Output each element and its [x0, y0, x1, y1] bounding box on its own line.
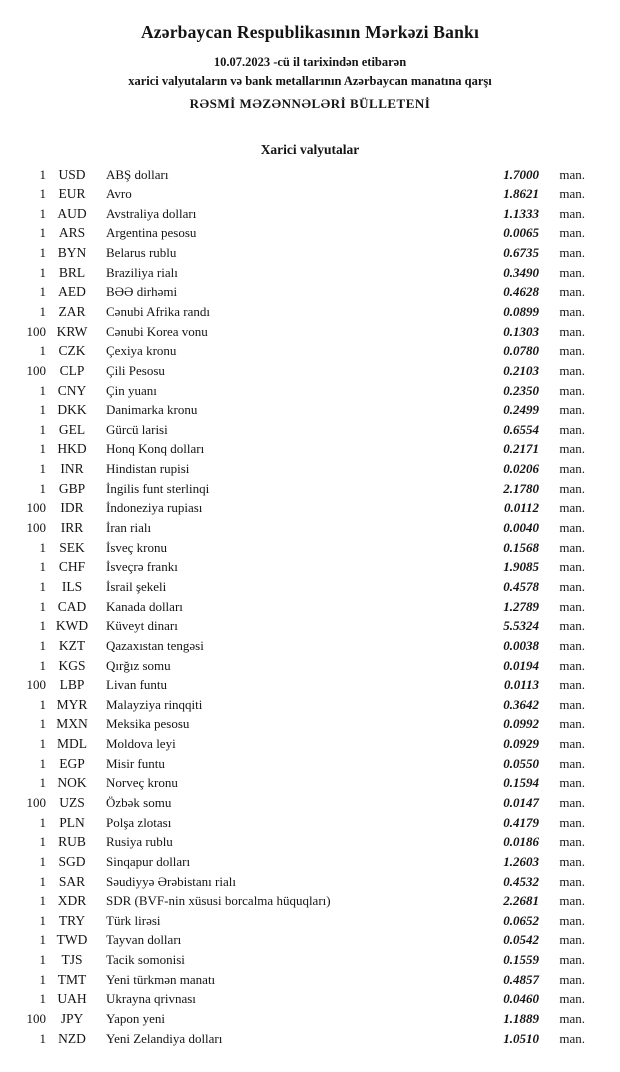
- rate-qty: 1: [39, 912, 46, 928]
- rate-row: [18, 734, 585, 754]
- rate-code: GBP: [58, 480, 86, 496]
- rate-row: [18, 263, 585, 283]
- rate-row: [18, 695, 585, 715]
- rate-code: MYR: [56, 696, 88, 712]
- rate-qty: 1: [39, 559, 46, 575]
- rate-name: Danimarka kronu: [106, 402, 198, 418]
- rate-code: PLN: [59, 814, 85, 830]
- rate-value: 0.0147: [503, 795, 539, 810]
- rate-name: Qazaxıstan tengəsi: [106, 637, 204, 653]
- rate-row: [18, 714, 585, 734]
- rate-name: Səudiyyə Ərəbistanı rialı: [106, 873, 236, 889]
- rate-qty: 1: [39, 971, 46, 987]
- rate-value: 0.4628: [503, 284, 539, 300]
- rate-unit: man.: [559, 932, 585, 948]
- rate-code: IDR: [60, 500, 84, 516]
- rate-qty: 1: [39, 480, 46, 496]
- rate-qty: 1: [39, 284, 46, 300]
- rate-row: [18, 381, 585, 401]
- rate-unit: man.: [559, 637, 585, 653]
- rate-name: Avstraliya dolları: [106, 205, 197, 221]
- rate-name: Cənubi Afrika randı: [106, 303, 210, 319]
- rate-unit: man.: [559, 657, 585, 673]
- rate-code: TWD: [56, 932, 88, 948]
- rate-name: SDR (BVF-nin xüsusi borcalma hüquqları): [106, 893, 331, 909]
- rate-qty: 1: [39, 873, 46, 889]
- rate-name: İndoneziya rupiası: [106, 500, 203, 516]
- rate-value: 0.0112: [503, 500, 539, 516]
- rate-value: 1.2603: [503, 853, 539, 869]
- rate-qty: 1: [39, 716, 46, 732]
- rate-row: [18, 773, 585, 793]
- rate-unit: man.: [559, 245, 585, 261]
- rate-unit: man.: [559, 441, 585, 457]
- rate-unit: man.: [559, 716, 585, 732]
- rate-value: 0.3642: [503, 696, 539, 712]
- rate-value: 0.0113: [503, 677, 539, 693]
- rate-value: 2.2681: [503, 893, 539, 909]
- rate-value: 0.0194: [503, 657, 539, 673]
- rate-unit: man.: [559, 598, 585, 614]
- rate-qty: 1: [39, 402, 46, 418]
- rate-row: [18, 597, 585, 617]
- rate-name: Livan funtu: [106, 677, 168, 693]
- rate-unit: man.: [559, 461, 585, 477]
- rate-name: Özbək somu: [106, 795, 172, 810]
- rate-name: Kanada dolları: [106, 598, 183, 614]
- rate-name: Argentina pesosu: [106, 225, 197, 241]
- rate-value: 0.2103: [503, 362, 539, 378]
- rate-code: INR: [60, 461, 84, 477]
- rate-unit: man.: [559, 559, 585, 575]
- rate-qty: 1: [39, 657, 46, 673]
- rate-value: 1.2789: [503, 598, 539, 614]
- rate-row: [18, 852, 585, 872]
- rate-unit: man.: [559, 284, 585, 300]
- rate-code: SEK: [59, 539, 85, 555]
- rate-code: SAR: [58, 873, 86, 889]
- rate-name: Moldova leyi: [106, 736, 176, 752]
- rate-qty: 100: [26, 1011, 46, 1027]
- rate-name: İsveç kronu: [106, 539, 168, 555]
- rate-name: Misir funtu: [106, 755, 165, 771]
- rate-unit: man.: [559, 971, 585, 987]
- rate-qty: 1: [39, 598, 46, 614]
- rate-unit: man.: [559, 775, 585, 791]
- rate-value: 1.1889: [503, 1011, 539, 1027]
- rate-value: 1.8621: [503, 186, 539, 202]
- rate-code: UAH: [57, 991, 87, 1007]
- rate-name: Gürcü larisi: [106, 421, 168, 437]
- rate-qty: 1: [39, 166, 46, 182]
- rate-unit: man.: [559, 755, 585, 771]
- rate-name: İngilis funt sterlinqi: [106, 480, 210, 496]
- rate-row: [18, 165, 585, 185]
- rate-row: [18, 832, 585, 852]
- rate-value: 1.0510: [503, 1030, 539, 1046]
- rate-code: USD: [58, 166, 86, 182]
- rate-qty: 1: [39, 1030, 46, 1046]
- bulletin-title: RƏSMİ MƏZƏNNƏLƏRİ BÜLLETENİ: [189, 95, 431, 111]
- rate-qty: 100: [26, 362, 46, 378]
- rate-code: TRY: [58, 912, 86, 928]
- rate-name: Sinqapur dolları: [106, 853, 191, 869]
- rate-unit: man.: [559, 912, 585, 928]
- rate-code: GEL: [58, 421, 86, 437]
- rate-code: NZD: [58, 1030, 86, 1046]
- rate-code: AED: [58, 284, 86, 300]
- rate-row: [18, 341, 585, 361]
- rate-code: ILS: [61, 578, 83, 594]
- rate-qty: 1: [39, 736, 46, 752]
- rate-qty: 1: [39, 775, 46, 791]
- rate-row: [18, 322, 585, 342]
- effective-date-line: 10.07.2023 -cü il tarixindən etibarən: [213, 55, 407, 69]
- rate-name: Çin yuanı: [106, 382, 157, 398]
- rate-unit: man.: [559, 421, 585, 437]
- rate-name: ABŞ dolları: [106, 166, 169, 182]
- rate-unit: man.: [559, 520, 585, 536]
- rate-row: [18, 754, 585, 774]
- rate-unit: man.: [559, 500, 585, 516]
- rate-qty: 1: [39, 441, 46, 457]
- rate-code: LBP: [59, 677, 85, 693]
- rate-unit: man.: [559, 834, 585, 850]
- rate-unit: man.: [559, 1011, 585, 1027]
- rate-row: [18, 518, 585, 538]
- rate-name: Malayziya rinqqiti: [106, 696, 203, 712]
- rate-row: [18, 557, 585, 577]
- rate-code: XDR: [57, 893, 87, 909]
- rate-value: 0.0206: [503, 461, 539, 477]
- scope-line: xarici valyutaların və bank metallarının Azərbaycan manatına qarşı: [128, 73, 492, 88]
- rate-name: Cənubi Korea vonu: [106, 323, 208, 339]
- rate-unit: man.: [559, 343, 585, 359]
- rate-unit: man.: [559, 205, 585, 221]
- rate-row: [18, 223, 585, 243]
- rate-unit: man.: [559, 225, 585, 241]
- rate-name: Avro: [106, 186, 132, 202]
- rate-qty: 1: [39, 755, 46, 771]
- rate-qty: 1: [39, 461, 46, 477]
- rate-row: [18, 400, 585, 420]
- rate-unit: man.: [559, 991, 585, 1007]
- rate-value: 0.6735: [503, 245, 539, 261]
- rate-unit: man.: [559, 323, 585, 339]
- rate-name: Türk lirəsi: [106, 912, 161, 928]
- rate-unit: man.: [559, 814, 585, 830]
- rate-value: 0.0186: [503, 834, 539, 850]
- rate-value: 2.1780: [503, 480, 539, 496]
- rate-value: 0.0550: [503, 755, 539, 771]
- rate-code: DKK: [57, 402, 87, 418]
- rate-value: 0.1559: [503, 952, 539, 968]
- rate-code: KWD: [55, 618, 89, 634]
- rate-unit: man.: [559, 382, 585, 398]
- rate-row: [18, 538, 585, 558]
- rate-value: 0.0780: [503, 343, 539, 359]
- rate-value: 1.9085: [503, 559, 539, 575]
- rate-unit: man.: [559, 166, 585, 182]
- rate-code: TJS: [61, 952, 83, 968]
- rate-row: [18, 204, 585, 224]
- rate-value: 1.1333: [503, 205, 539, 221]
- rate-row: [18, 813, 585, 833]
- rate-code: AUD: [57, 205, 87, 221]
- rate-name: Yeni Zelandiya dolları: [106, 1030, 223, 1046]
- rate-code: NOK: [57, 775, 87, 791]
- rate-code: HKD: [57, 441, 87, 457]
- rate-code: MDL: [57, 736, 87, 752]
- rate-qty: 1: [39, 578, 46, 594]
- rate-unit: man.: [559, 303, 585, 319]
- rate-code: EGP: [59, 755, 85, 771]
- rate-value: 0.4857: [503, 971, 539, 987]
- rate-name: Ukrayna qrivnası: [106, 991, 196, 1007]
- rate-value: 0.0040: [503, 520, 539, 536]
- bank-title: Azərbaycan Respublikasının Mərkəzi Bankı: [140, 22, 480, 42]
- rate-code: CLP: [59, 362, 85, 378]
- rate-value: 0.3490: [503, 264, 539, 280]
- rate-value: 5.5324: [503, 618, 539, 634]
- rate-qty: 1: [39, 834, 46, 850]
- rate-value: 0.0899: [503, 303, 539, 319]
- rate-row: [18, 302, 585, 322]
- rate-qty: 1: [39, 539, 46, 555]
- rate-name: İsrail şekeli: [106, 578, 167, 594]
- rate-name: Tayvan dolları: [106, 932, 182, 948]
- rate-name: Tacik somonisi: [106, 952, 185, 968]
- rate-name: Belarus rublu: [106, 245, 177, 261]
- rate-value: 0.0038: [503, 637, 539, 653]
- rate-qty: 1: [39, 814, 46, 830]
- rate-qty: 1: [39, 225, 46, 241]
- rate-value: 0.1568: [503, 539, 539, 555]
- rate-qty: 100: [26, 500, 46, 516]
- rate-name: Çexiya kronu: [106, 343, 177, 359]
- rate-value: 0.4179: [503, 814, 539, 830]
- rate-unit: man.: [559, 952, 585, 968]
- rate-qty: 1: [39, 421, 46, 437]
- rate-row: [18, 616, 585, 636]
- rate-value: 0.1594: [503, 775, 539, 791]
- rate-code: KZT: [58, 637, 86, 653]
- rate-qty: 1: [39, 245, 46, 261]
- rate-row: [18, 636, 585, 656]
- rate-row: [18, 656, 585, 676]
- rate-unit: man.: [559, 795, 585, 810]
- rate-qty: 1: [39, 618, 46, 634]
- rate-name: Yapon yeni: [106, 1011, 165, 1027]
- section-title-foreign-currencies: Xarici valyutalar: [260, 141, 360, 157]
- rate-qty: 100: [26, 323, 46, 339]
- rate-row: [18, 675, 585, 695]
- rate-code: CAD: [57, 598, 87, 614]
- rate-value: 0.0992: [503, 716, 539, 732]
- rate-qty: 1: [39, 205, 46, 221]
- rate-row: [18, 420, 585, 440]
- rate-row: [18, 891, 585, 911]
- rate-name: Braziliya rialı: [106, 264, 178, 280]
- rate-row: [18, 282, 585, 302]
- rate-code: TMT: [57, 971, 87, 987]
- rate-unit: man.: [559, 480, 585, 496]
- rate-unit: man.: [559, 893, 585, 909]
- rate-name: Çili Pesosu: [106, 362, 165, 378]
- rate-row: [18, 361, 585, 381]
- rate-value: 0.2499: [503, 402, 539, 418]
- rate-value: 0.0652: [503, 912, 539, 928]
- rate-qty: 100: [26, 677, 46, 693]
- rate-code: MXN: [56, 716, 88, 732]
- rate-code: ARS: [58, 225, 86, 241]
- rate-unit: man.: [559, 186, 585, 202]
- rate-code: EUR: [58, 186, 86, 202]
- rate-unit: man.: [559, 264, 585, 280]
- rate-name: İsveçrə frankı: [106, 559, 178, 575]
- rate-value: 0.4578: [503, 578, 539, 594]
- rate-row: [18, 793, 585, 813]
- rate-qty: 1: [39, 932, 46, 948]
- rate-qty: 1: [39, 343, 46, 359]
- rate-code: CHF: [58, 559, 86, 575]
- rate-value: 0.0065: [503, 225, 539, 241]
- rate-value: 0.4532: [503, 873, 539, 889]
- rate-qty: 1: [39, 991, 46, 1007]
- rate-qty: 100: [26, 795, 46, 810]
- rate-row: [18, 911, 585, 931]
- rate-code: KGS: [58, 657, 86, 673]
- rate-value: 0.6554: [503, 421, 539, 437]
- rate-unit: man.: [559, 402, 585, 418]
- rate-name: Honq Konq dolları: [106, 441, 205, 457]
- rate-qty: 1: [39, 853, 46, 869]
- rate-qty: 1: [39, 637, 46, 653]
- rate-qty: 1: [39, 893, 46, 909]
- rate-qty: 1: [39, 186, 46, 202]
- rate-code: SGD: [58, 853, 86, 869]
- rate-qty: 1: [39, 303, 46, 319]
- rate-code: RUB: [58, 834, 86, 850]
- rate-unit: man.: [559, 618, 585, 634]
- rate-row: [18, 459, 585, 479]
- rate-name: Meksika pesosu: [106, 716, 190, 732]
- rate-qty: 1: [39, 382, 46, 398]
- rate-name: Norveç kronu: [106, 775, 178, 791]
- rate-unit: man.: [559, 1030, 585, 1046]
- rate-row: [18, 243, 585, 263]
- rate-name: BƏƏ dirhəmi: [106, 284, 178, 300]
- rate-value: 1.7000: [503, 166, 539, 182]
- rate-qty: 1: [39, 696, 46, 712]
- rate-row: [18, 439, 585, 459]
- rate-name: Polşa zlotası: [106, 814, 172, 830]
- rate-row: [18, 1009, 585, 1029]
- rate-code: JPY: [60, 1011, 84, 1027]
- rate-row: [18, 1029, 585, 1049]
- document-header: [0, 22, 620, 112]
- rate-row: [18, 577, 585, 597]
- rate-qty: 1: [39, 264, 46, 280]
- rate-qty: 1: [39, 952, 46, 968]
- rate-code: UZS: [59, 795, 85, 810]
- rate-row: [18, 950, 585, 970]
- rate-name: Hindistan rupisi: [106, 461, 190, 477]
- rate-row: [18, 872, 585, 892]
- rate-row: [18, 930, 585, 950]
- rate-value: 0.0929: [503, 736, 539, 752]
- rate-name: Rusiya rublu: [106, 834, 173, 850]
- rate-value: 0.2171: [503, 441, 539, 457]
- rate-row: [18, 970, 585, 990]
- rate-unit: man.: [559, 736, 585, 752]
- rate-unit: man.: [559, 578, 585, 594]
- rate-code: BRL: [58, 264, 86, 280]
- rate-code: IRR: [60, 520, 84, 536]
- rate-unit: man.: [559, 539, 585, 555]
- rate-value: 0.1303: [503, 323, 539, 339]
- rate-name: Küveyt dinarı: [106, 618, 178, 634]
- rate-value: 0.2350: [503, 382, 539, 398]
- rate-unit: man.: [559, 696, 585, 712]
- rate-code: CZK: [58, 343, 86, 359]
- rate-row: [18, 184, 585, 204]
- rate-unit: man.: [559, 677, 585, 693]
- rate-name: İran rialı: [106, 520, 152, 536]
- rate-row: [18, 479, 585, 499]
- rate-unit: man.: [559, 362, 585, 378]
- rate-value: 0.0460: [503, 991, 539, 1007]
- rate-value: 0.0542: [503, 932, 539, 948]
- rate-code: KRW: [56, 323, 88, 339]
- rate-unit: man.: [559, 873, 585, 889]
- rate-row: [18, 498, 585, 518]
- rate-name: Yeni türkmən manatı: [106, 971, 216, 987]
- rate-code: ZAR: [58, 303, 86, 319]
- rate-row: [18, 989, 585, 1009]
- rate-code: CNY: [57, 382, 87, 398]
- rate-qty: 100: [26, 520, 46, 536]
- rate-name: Qırğız somu: [106, 657, 171, 673]
- rate-code: BYN: [57, 245, 87, 261]
- rates-table: [0, 165, 620, 1049]
- rate-unit: man.: [559, 853, 585, 869]
